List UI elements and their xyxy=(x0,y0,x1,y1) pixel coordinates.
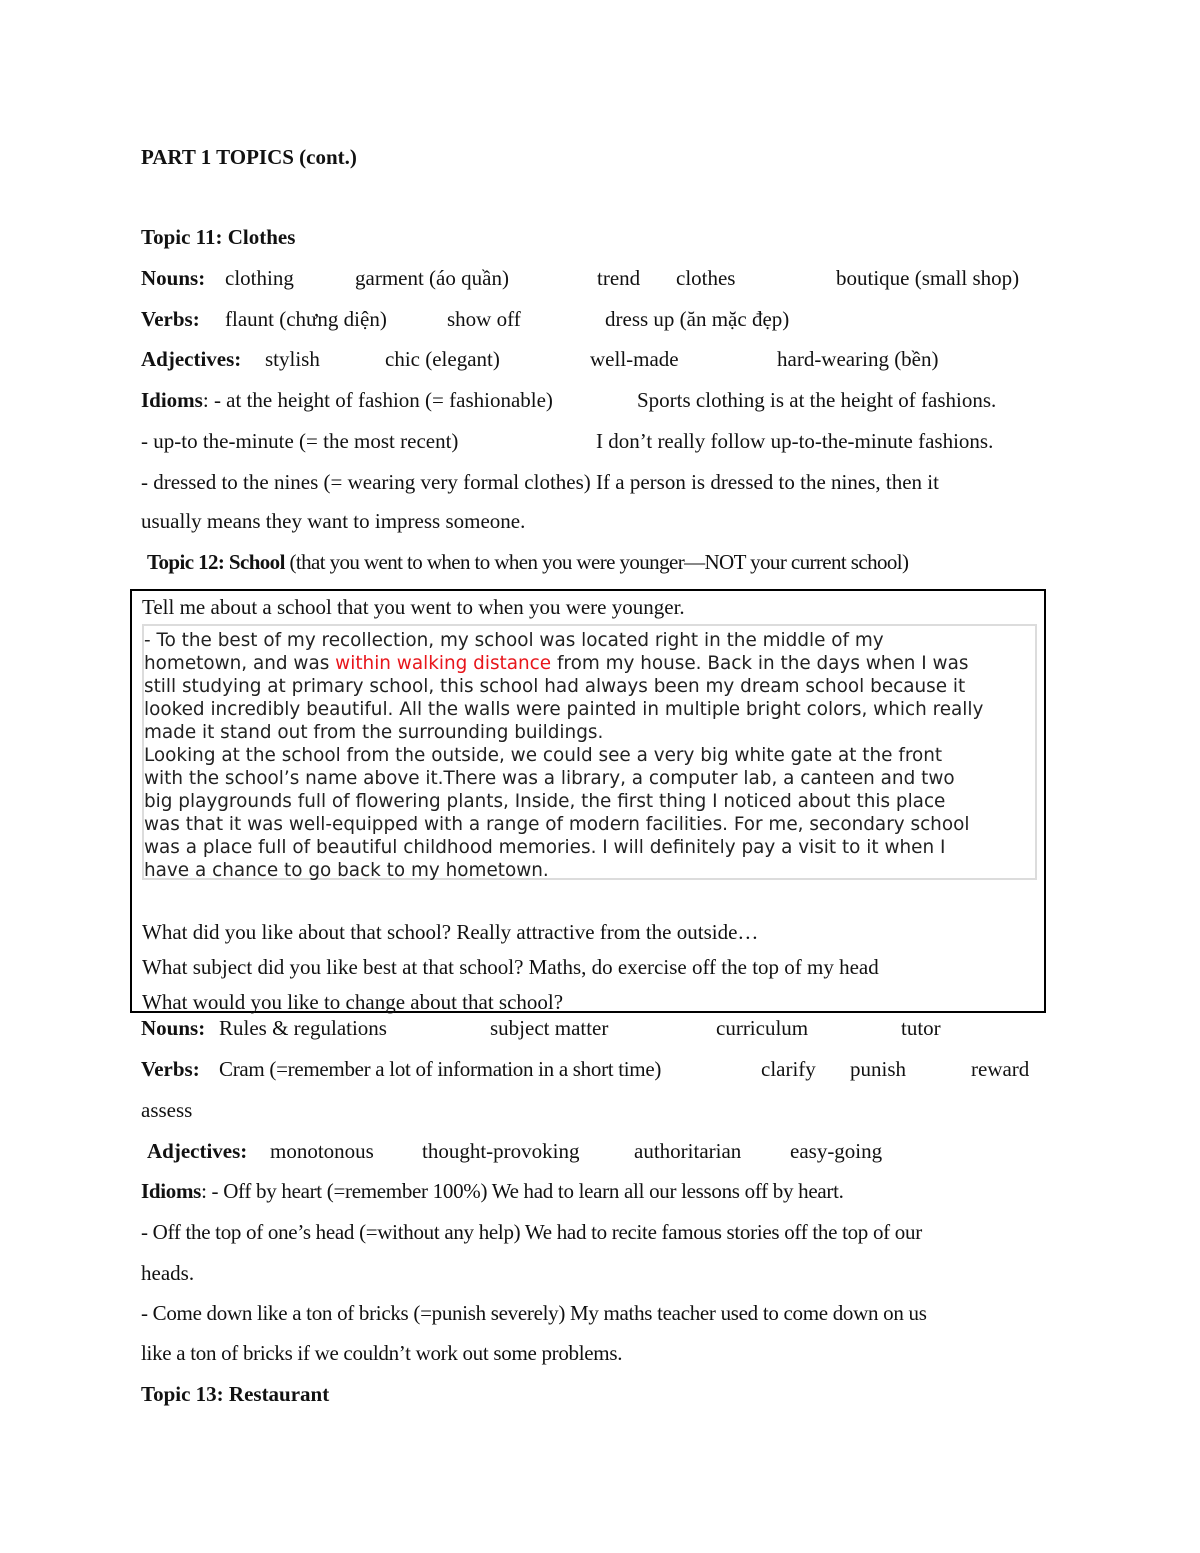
answer-line: - To the best of my recollection, my school was located right in the middle of my xyxy=(144,630,884,651)
verb-item: flaunt (chưng diện) xyxy=(225,307,387,331)
noun-item: garment (áo quần) xyxy=(355,266,509,290)
topic-12-nouns-row xyxy=(141,1015,941,1041)
adjective-item: chic (elegant) xyxy=(385,347,500,371)
school-answer-box xyxy=(130,589,1046,1013)
box-question-4: What would you like to change about that school? xyxy=(142,990,564,1014)
verb-item: reward xyxy=(971,1057,1030,1081)
answer-line: with the school’s name above it.There was a library, a computer lab, a canteen and two xyxy=(144,768,955,789)
box-question-1: Tell me about a school that you went to when you were younger. xyxy=(142,595,685,619)
topic-12-subtitle: (that you went to when to when you were younger—NOT your current school) xyxy=(284,550,909,574)
idioms-label: Idioms xyxy=(141,388,203,412)
topic-11-verbs-row xyxy=(141,306,790,332)
verb-item: punish xyxy=(850,1057,907,1081)
topic-12-idiom-2-line-1: - Off the top of one’s head (=without any help) We had to recite famous stories off the top of our xyxy=(141,1220,922,1244)
answer-line: still studying at primary school, this school had always been my dream school because it xyxy=(144,676,966,697)
topic-11-adjectives-row xyxy=(141,346,939,372)
topic-11-idiom-3-line-1: - dressed to the nines (= wearing very formal clothes) If a person is dressed to the nines, then it xyxy=(141,470,939,494)
topic-13-title: Topic 13: Restaurant xyxy=(141,1382,330,1406)
topic-12-title: Topic 12: School xyxy=(147,550,285,574)
answer-text: from my house. Back in the days when I was xyxy=(551,653,969,674)
verb-item: dress up (ăn mặc đẹp) xyxy=(605,307,790,331)
idiom-text: : - Off by heart (=remember 100%) We had to learn all our lessons off by heart. xyxy=(201,1179,844,1203)
idioms-label: Idioms xyxy=(141,1179,202,1203)
noun-item: curriculum xyxy=(716,1016,809,1040)
topic-11-idiom-1 xyxy=(141,387,997,413)
nouns-label: Nouns: xyxy=(141,266,206,290)
verbs-label: Verbs: xyxy=(141,1057,200,1081)
idiom-text: - up-to the-minute (= the most recent) xyxy=(141,429,459,453)
verb-item: assess xyxy=(141,1098,193,1122)
box-question-2: What did you like about that school? Really attractive from the outside… xyxy=(142,920,759,944)
topic-12-verbs-row xyxy=(141,1056,1030,1082)
page-title: PART 1 TOPICS (cont.) xyxy=(141,145,357,169)
noun-item: trend xyxy=(597,266,641,290)
answer-text: hometown, and was xyxy=(144,653,336,674)
nouns-label: Nouns: xyxy=(141,1016,206,1040)
topic-12-adjectives-row xyxy=(147,1138,883,1164)
verbs-label: Verbs: xyxy=(141,307,200,331)
adjective-item: monotonous xyxy=(270,1139,374,1163)
adjective-item: hard-wearing (bền) xyxy=(777,347,939,371)
idiom-text: : - at the height of fashion (= fashionable) xyxy=(202,388,553,412)
topic-12-idiom-3-line-1: - Come down like a ton of bricks (=punish severely) My maths teacher used to come down on us xyxy=(141,1301,927,1325)
topic-12-heading xyxy=(147,549,908,575)
adjectives-label: Adjectives: xyxy=(147,1139,248,1163)
noun-item: subject matter xyxy=(490,1016,609,1040)
answer-line: made it stand out from the surrounding buildings. xyxy=(144,722,604,743)
topic-11-idiom-3-line-2: usually means they want to impress someone. xyxy=(141,509,526,533)
verb-item: Cram (=remember a lot of information in a short time) xyxy=(219,1057,662,1081)
answer-line: big playgrounds full of flowering plants, Inside, the first thing I noticed about this place xyxy=(144,791,946,812)
school-answer-textbox xyxy=(142,624,1037,880)
topic-11-nouns-row xyxy=(141,265,1051,291)
idiom-example: I don’t really follow up-to-the-minute fashions. xyxy=(596,429,994,453)
adjectives-label: Adjectives: xyxy=(141,347,242,371)
answer-line: have a chance to go back to my hometown. xyxy=(144,860,549,881)
answer-line: looked incredibly beautiful. All the walls were painted in multiple bright colors, which really xyxy=(144,699,984,720)
noun-item: clothes xyxy=(676,266,736,290)
adjective-item: well-made xyxy=(590,347,679,371)
topic-11-title: Topic 11: Clothes xyxy=(141,225,296,249)
answer-line: was a place full of beautiful childhood memories. I will definitely pay a visit to it when I xyxy=(144,837,946,858)
topic-12-idiom-1 xyxy=(141,1178,844,1204)
verb-item: show off xyxy=(447,307,521,331)
noun-item: boutique (small shop) xyxy=(836,266,1020,290)
noun-item: Rules & regulations xyxy=(219,1016,387,1040)
noun-item: clothing xyxy=(225,266,294,290)
answer-line: was that it was well-equipped with a range of modern facilities. For me, secondary school xyxy=(144,814,970,835)
idiom-example: Sports clothing is at the height of fashions. xyxy=(637,388,997,412)
noun-item: tutor xyxy=(901,1016,941,1040)
adjective-item: stylish xyxy=(265,347,320,371)
topic-11-idiom-2 xyxy=(141,428,994,454)
verb-item: clarify xyxy=(761,1057,816,1081)
box-question-3: What subject did you like best at that school? Maths, do exercise off the top of my head xyxy=(142,955,879,979)
topic-12-idiom-3-line-2: like a ton of bricks if we couldn’t work out some problems. xyxy=(141,1341,623,1365)
answer-line: Looking at the school from the outside, we could see a very big white gate at the front xyxy=(144,745,943,766)
topic-12-idiom-2-line-2: heads. xyxy=(141,1261,195,1285)
answer-line xyxy=(144,652,1035,675)
adjective-item: easy-going xyxy=(790,1139,883,1163)
adjective-item: authoritarian xyxy=(634,1139,742,1163)
highlighted-phrase: within walking distance xyxy=(335,653,552,674)
adjective-item: thought-provoking xyxy=(422,1139,580,1163)
